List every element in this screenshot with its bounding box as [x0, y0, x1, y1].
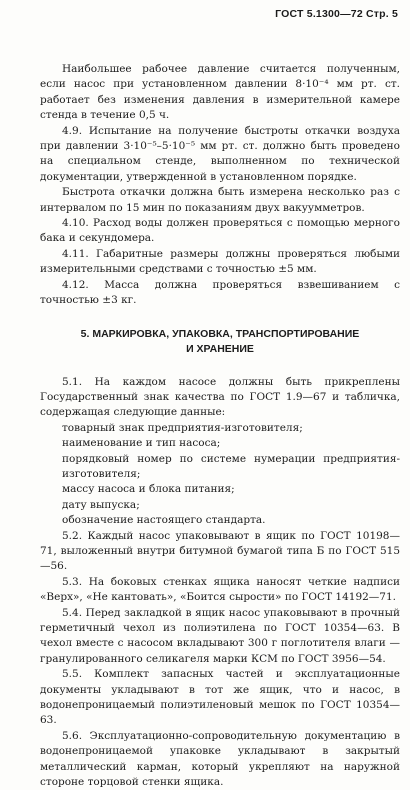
list-item: порядковый номер по системе нумерации предприятия-изготовителя; [62, 452, 400, 480]
list-item: обозначение настоящего стандарта. [62, 514, 266, 527]
paragraph-5-2: 5.2. Каждый насос упаковывают в ящик по ГОСТ 10198—71, выложенный внутри битумной бумагой типа Б по ГОСТ 515—56. [40, 529, 400, 573]
paragraph-4-11: 4.11. Габаритные размеры должны проверяться любыми измерительными средствами с точностью ±5 мм. [40, 247, 400, 276]
paragraph-5-6: 5.6. Эксплуатационно-сопроводительную документацию в водонепроницаемой упаковке укладывают в закрытый металлический карман, который укрепляют на наружной стороне торцовой стенки ящика. [40, 729, 400, 789]
section-heading-line-2: И ХРАНЕНИЕ [186, 342, 254, 355]
page-header: ГОСТ 5.1300—72 Стр. 5 [275, 8, 398, 20]
paragraph-5-5: 5.5. Комплект запасных частей и эксплуатационные документы укладывают в тот же ящик, что и насос, в водонепроницаемый полиэтиленовый мешок по ГОСТ 10354—63. [40, 668, 400, 727]
paragraph-5-1: 5.1. На каждом насосе должны быть прикреплены Государственный знак качества по ГОСТ 1.9—67 и табличка, содержащая следующие данные: [40, 375, 400, 419]
label-data-list [40, 421, 400, 529]
paragraph-5-4: 5.4. Перед закладкой в ящик насос упаковывают в прочный герметичный чехол из полиэтилена по ГОСТ 10354—63. В чехол вместе с насосом вкладывают 300 г поглотителя влаги — гранулированного селикагеля марки КСМ по ГОСТ 3956—54. [40, 606, 400, 665]
paragraph-5-3: 5.3. На боковых стенках ящика наносят четкие надписи «Верх», «Не кантовать», «Боится сырости» по ГОСТ 14192—71. [40, 575, 400, 604]
section-heading [40, 327, 400, 357]
list-item: наименование и тип насоса; [62, 437, 221, 450]
paragraph-4-10: 4.10. Расход воды должен проверяться с помощью мерного бака и секундомера. [40, 217, 400, 245]
paragraph-pumping-speed: Быстрота откачки должна быть измерена несколько раз с интервалом по 15 мин по показаниям двух вакуумметров. [40, 186, 400, 214]
page-content [40, 62, 400, 790]
paragraph-4-9: 4.9. Испытание на получение быстроты откачки воздуха при давлении 3·10⁻⁵–5·10⁻⁵ мм рт. ст. должно быть проведено на специальном стенде, выполненном по технической документации, утвержденной в установленном порядке. [40, 124, 400, 183]
list-item: товарный знак предприятия-изготовителя; [62, 421, 303, 434]
paragraph-pressure: Наибольшее рабочее давление считается полученным, если насос при установленном давлении 8·10⁻⁴ мм рт. ст. работает без изменения давления в измерительной камере стенда в течение 0,5 ч. [40, 63, 400, 122]
paragraph-4-12: 4.12. Масса должна проверяться взвешиванием с точностью ±3 кг. [40, 278, 400, 307]
list-item: дату выпуска; [62, 498, 140, 511]
section-heading-line-1: 5. МАРКИРОВКА, УПАКОВКА, ТРАНСПОРТИРОВАНИЕ [80, 327, 360, 340]
list-item: массу насоса и блока питания; [62, 483, 235, 496]
